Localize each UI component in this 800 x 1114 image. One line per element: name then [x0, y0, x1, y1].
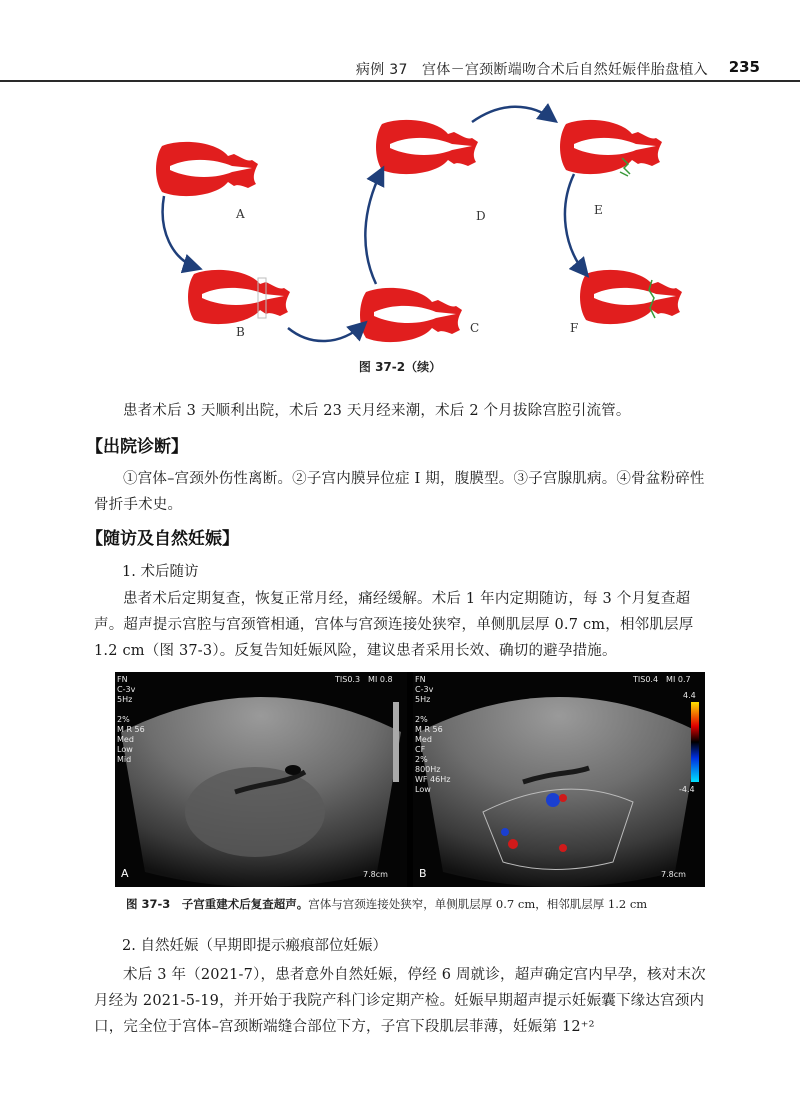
ultrasound-panel-b: [413, 672, 705, 887]
figure-37-3-caption-text: 宫体与宫颈连接处狭窄，单侧肌层厚 0.7 cm，相邻肌层厚 1.2 cm: [308, 897, 648, 911]
arrow-b-to-c: [288, 324, 364, 341]
us-b-side-3: Med: [415, 735, 432, 744]
arrow-c-to-d: [365, 170, 382, 284]
stage-a-uterus: [156, 142, 258, 196]
us-a-depth: 7.8cm: [363, 870, 388, 879]
doppler-flow-red-1: [559, 794, 567, 802]
us-a-side-2: M R 56: [117, 725, 145, 734]
doppler-flow-red-2: [508, 839, 518, 849]
page-number: 235: [728, 58, 760, 76]
section-heading-followup: 【随访及自然妊娠】: [86, 529, 239, 549]
us-a-tis: TIS0.3 MI 0.8: [335, 675, 393, 684]
uterus-region-a: [185, 767, 325, 857]
stage-e-label: E: [594, 203, 603, 217]
us-b-side-6: 800Hz: [415, 765, 441, 774]
us-b-side-2: M R 56: [415, 725, 443, 734]
figure-37-2-diagram: [150, 100, 710, 350]
us-a-label-1: FN: [117, 675, 128, 684]
us-a-side-1: 2%: [117, 715, 130, 724]
us-b-depth: 7.8cm: [661, 870, 686, 879]
running-title: 病例 37 宫体－宫颈断端吻合术后自然妊娠伴胎盘植入: [355, 62, 708, 78]
us-b-label-2: C-3v: [415, 685, 434, 694]
us-b-letter: B: [419, 867, 427, 880]
doppler-flow-blue-2: [501, 828, 509, 836]
figure-37-3-caption: [126, 896, 726, 912]
subheading-natural-pregnancy: 2. 自然妊娠（早期即提示瘢痕部位妊娠）: [122, 938, 387, 954]
section-heading-discharge: 【出院诊断】: [86, 437, 188, 457]
us-b-scale-bottom: -4.4: [679, 785, 695, 794]
stage-e-uterus: [560, 120, 662, 174]
arrow-a-to-b: [163, 196, 198, 268]
stage-d-label: D: [476, 209, 486, 223]
us-b-label-1: FN: [415, 675, 426, 684]
figure-37-3-ultrasound: [115, 672, 705, 887]
us-b-side-4: CF: [415, 745, 426, 754]
stage-b-label: B: [236, 325, 245, 339]
us-a-side-4: Low: [117, 745, 133, 754]
us-b-scale-top: 4.4: [683, 691, 696, 700]
figure-37-3-caption-title: 图 37-3 子宫重建术后复查超声。: [126, 897, 309, 911]
us-a-label-2: C-3v: [117, 685, 136, 694]
us-a-side-5: Mid: [117, 755, 132, 764]
doppler-flow-blue-1: [546, 793, 560, 807]
us-b-side-1: 2%: [415, 715, 428, 724]
stage-f-label: F: [570, 321, 579, 335]
us-a-letter: A: [121, 867, 129, 880]
stage-a-label: A: [236, 207, 245, 221]
page-header: [0, 56, 800, 82]
uterus-sequence-figure: [150, 100, 710, 350]
us-a-side-3: Med: [117, 735, 134, 744]
us-b-side-5: 2%: [415, 755, 428, 764]
paragraph-followup: 患者术后定期复查，恢复正常月经，痛经缓解。术后 1 年内定期随访，每 3 个月复查超声。超声提示宫腔与宫颈管相通，宫体与宫颈连接处狭窄，单侧肌层厚 0.7 cm，相邻肌层厚 1.2 cm（图 37-3）。反复告知妊娠风险，建议患者采用长效、确切的避孕措施。: [94, 591, 694, 659]
paragraph-discharge-course: 患者术后 3 天顺利出院，术后 23 天月经来潮，术后 2 个月拔除宫腔引流管。: [123, 403, 631, 419]
color-scale-bar: [691, 702, 699, 782]
paragraph-diagnosis: ①宫体–宫颈外伤性离断。②子宫内膜异位症 Ⅰ 期，腹膜型。③子宫腺肌病。④骨盆粉碎性骨折手术史。: [94, 471, 705, 513]
grayscale-bar-a: [393, 702, 399, 782]
us-a-label-3: 5Hz: [117, 695, 133, 704]
arrow-e-to-f: [565, 174, 586, 274]
subheading-postop-followup: 1. 术后随访: [122, 564, 199, 580]
paragraph-pregnancy: 术后 3 年（2021-7），患者意外自然妊娠，停经 6 周就诊，超声确定宫内早孕，核对末次月经为 2021-5-19，并开始于我院产科门诊定期产检。妊娠早期超声提示妊娠囊下缘达宫颈内口，完全位于宫体–宫颈断端缝合部位下方，子宫下段肌层菲薄，妊娠第 12⁺²: [94, 967, 706, 1035]
us-b-side-7: WF 46Hz: [415, 775, 451, 784]
cyst-a: [285, 765, 301, 775]
stage-f-uterus: [580, 270, 682, 324]
figure-37-2-caption: 图 37-2（续）: [358, 360, 442, 374]
stage-b-uterus: [188, 270, 290, 324]
stage-d-uterus: [376, 120, 478, 174]
doppler-flow-red-3: [559, 844, 567, 852]
stage-c-label: C: [470, 321, 480, 335]
ultrasound-sector-b: [419, 697, 699, 887]
us-b-label-3: 5Hz: [415, 695, 431, 704]
arrow-d-to-e: [472, 107, 554, 122]
stage-c-uterus: [360, 288, 462, 342]
ultrasound-panel-a: [115, 672, 407, 887]
us-b-tis: TIS0.4 MI 0.7: [633, 675, 691, 684]
us-b-side-8: Low: [415, 785, 431, 794]
header-rule: [0, 80, 800, 82]
